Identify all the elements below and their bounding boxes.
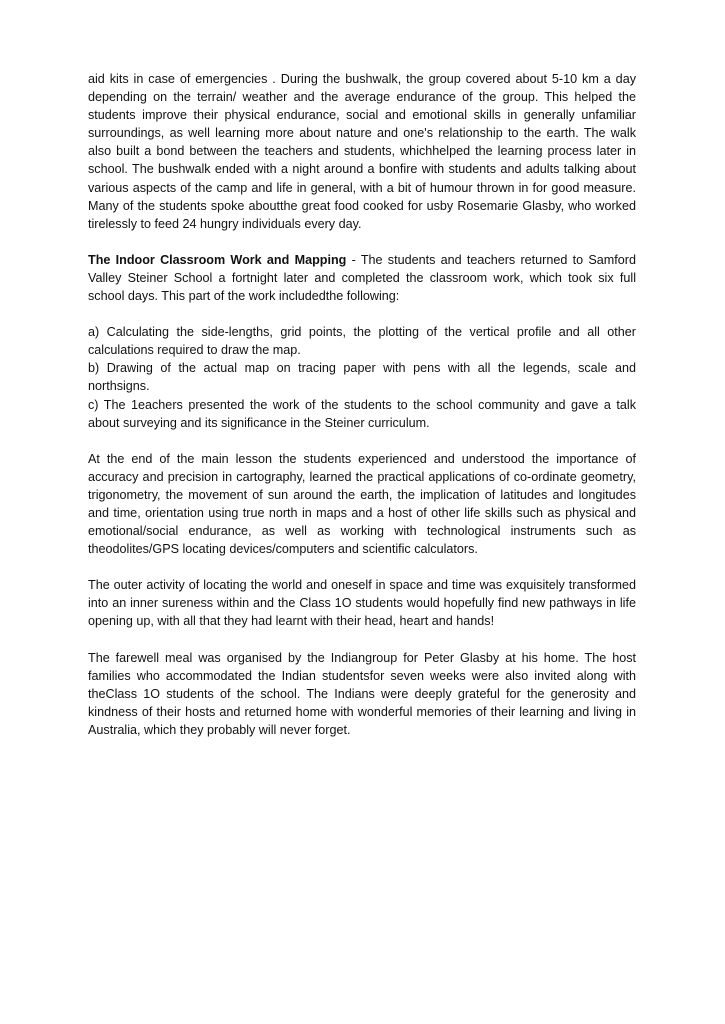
list-item-b: b) Drawing of the actual map on tracing paper with pens with all the legends, scale and northsigns. [88,361,636,394]
document-page [88,70,636,739]
list-item-c: c) The 1eachers presented the work of the students to the school community and gave a talk about surveying and its significance in the Steiner curriculum. [88,397,636,430]
paragraph-gap [88,305,636,323]
list-item-a: a) Calculating the side-lengths, grid points, the plotting of the vertical profile and all other calculations required to draw the map. [88,325,636,358]
paragraph-farewell: The farewell meal was organised by the Indiangroup for Peter Glasby at his home. The host families who accommodated the Indian studentsfor seven weeks were also invited along with theClass 1O students of the school. The Indians were deeply grateful for the generosity and kindness of their hosts and returned home with wonderful memories of their learning and living in Australia, which they probably will never forget. [88,650,636,737]
paragraph-classroom-work [88,251,636,305]
paragraph-gap [88,631,636,649]
paragraph-gap [88,558,636,576]
paragraph-main-lesson: At the end of the main lesson the students experienced and understood the importance of accuracy and precision in cartography, learned the practical applications of co-ordinate geometry, trigonometry, the movement of sun around the earth, the implication of latitudes and longitudes and time, orientation using true north in maps and a host of other life skills such as physical and emotional/social endurance, as well as working with technological instruments such as theodolites/GPS locating devices/computers and scientific calculators. [88,451,636,557]
paragraph-gap [88,432,636,450]
paragraph-outer-activity: The outer activity of locating the world and oneself in space and time was exquisitely transformed into an inner sureness within and the Class 1O students would hopefully find new pathways in life opening up, with all that they had learnt with their head, heart and hands! [88,578,636,629]
section-heading-classroom-work: The Indoor Classroom Work and Mapping [88,252,347,267]
paragraph-bushwalk: aid kits in case of emergencies . During the bushwalk, the group covered about 5-10 km a day depending on the terrain/ weather and the average endurance of the group. This helped the students improve their physical endurance, social and emotional skills in generally unfamiliar surroundings, as well learning more about nature and one's relationship to the earth. The walk also built a bond between the teachers and students, whichhelped the learning process later in school. The bushwalk ended with a night around a bonfire with students and adults talking about various aspects of the camp and life in general, with a bit of humour thrown in for good measure. Many of the students spoke aboutthe great food cooked for usby Rosemarie Glasby, who worked tirelessly to feed 24 hungry individuals every day. [88,72,636,231]
paragraph-gap [88,233,636,251]
paragraph-classroom-work-body: - The students and teachers returned to Samford Valley Steiner School a fortnight later and completed the classroom work, which took six full school days. This part of the work includedthe following: [88,252,636,304]
